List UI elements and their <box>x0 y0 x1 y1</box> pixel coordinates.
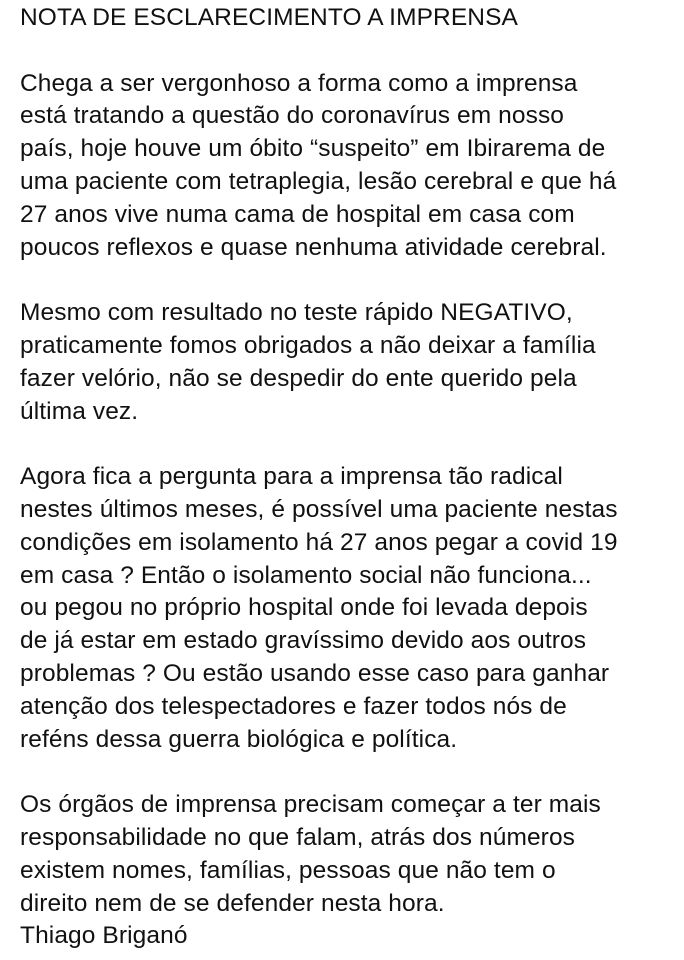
paragraph-line: em casa ? Então o isolamento social não funciona... <box>20 561 592 589</box>
paragraph-line: condições em isolamento há 27 anos pegar a covid 19 <box>20 528 618 556</box>
paragraph-line: praticamente fomos obrigados a não deixar a família <box>20 331 596 359</box>
document-title <box>20 2 680 35</box>
paragraph-line: de já estar em estado gravíssimo devido aos outros <box>20 627 587 655</box>
paragraph-line: Chega a ser vergonhoso a forma como a imprensa <box>20 69 578 97</box>
paragraph-line: poucos reflexos e quase nenhuma atividade cerebral. <box>20 233 607 261</box>
paragraph-2 <box>20 297 680 428</box>
paragraph-line: atenção dos telespectadores e fazer todos nós de <box>20 692 567 720</box>
paragraph-line: Agora fica a pergunta para a imprensa tão radical <box>20 463 563 491</box>
paragraph-line: problemas ? Ou estão usando esse caso para ganhar <box>20 659 610 687</box>
paragraph-line: Os órgãos de imprensa precisam começar a ter mais <box>20 791 601 819</box>
paragraph-line: ou pegou no próprio hospital onde foi levada depois <box>20 594 588 622</box>
paragraph-line: está tratando a questão do coronavírus em nosso <box>20 102 565 130</box>
paragraph-line: país, hoje houve um óbito “suspeito” em Ibirarema de <box>20 135 606 163</box>
paragraph-3 <box>20 461 680 756</box>
paragraph-line: nestes últimos meses, é possível uma paciente nestas <box>20 495 618 523</box>
paragraph-line: responsabilidade no que falam, atrás dos números <box>20 823 576 851</box>
paragraph-line: reféns dessa guerra biológica e política. <box>20 725 458 753</box>
paragraph-line: direito nem de se defender nesta hora. <box>20 889 445 917</box>
press-note-document <box>20 2 680 953</box>
paragraph-line: existem nomes, famílias, pessoas que não tem o <box>20 856 556 884</box>
paragraph-1 <box>20 68 680 265</box>
paragraph-line: fazer velório, não se despedir do ente querido pela <box>20 364 577 392</box>
paragraph-line: Mesmo com resultado no teste rápido NEGATIVO, <box>20 299 573 327</box>
title-line: NOTA DE ESCLARECIMENTO A IMPRENSA <box>20 4 518 31</box>
paragraph-line: uma paciente com tetraplegia, lesão cerebral e que há <box>20 167 617 195</box>
paragraph-line: 27 anos vive numa cama de hospital em casa com <box>20 200 575 228</box>
signature: Thiago Briganó <box>20 922 188 950</box>
paragraph-4 <box>20 789 680 920</box>
paragraph-line: última vez. <box>20 397 139 425</box>
